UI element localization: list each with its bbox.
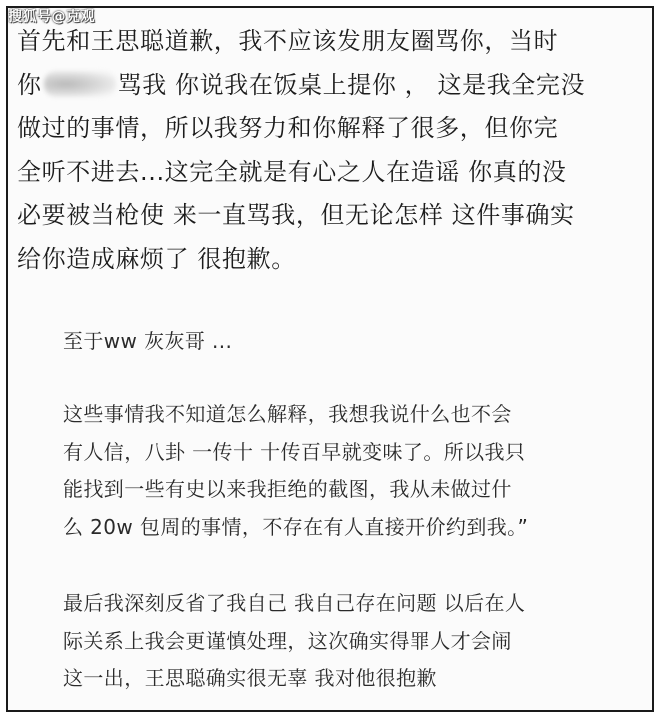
quote-line: 至于ww 灰灰哥 ... — [63, 329, 233, 353]
quote-line: 么 20w 包周的事情，不存在有人直接开价约到我。” — [63, 514, 529, 539]
post-line — [17, 64, 639, 108]
quote-line: 际关系上我会更谨慎处理，这次确实得罪人才会闹 — [63, 628, 512, 653]
post-line-start: 你 — [17, 70, 42, 99]
blurred-name — [44, 71, 116, 97]
quote-paragraph-2 — [63, 396, 643, 546]
quote-paragraph-1 — [63, 323, 643, 361]
post-line: 做过的事情，所以我努力和你解释了很多，但你完 — [17, 114, 559, 142]
post-text — [17, 20, 639, 281]
quote-line: 有人信，八卦 一传十 十传百早就变味了。所以我只 — [63, 439, 526, 464]
quote-line: 这些事情我不知道怎么解释，我想我说什么也不会 — [63, 402, 512, 426]
post-line: 全听不进去...这完全就是有心之人在造谣 你真的没 — [17, 157, 567, 186]
quote-line: 能找到一些有史以来我拒绝的截图，我从未做过什 — [63, 477, 512, 501]
post-line: 首先和王思聪道歉，我不应该发朋友圈骂你，当时 — [17, 27, 559, 55]
quote-line: 这一出，王思聪确实很无辜 我对他很抱歉 — [63, 666, 437, 690]
quote-paragraph-3 — [63, 585, 643, 698]
watermark: 搜狐号@克观 — [8, 9, 95, 25]
post-line-end: 骂我 你说我在饭桌上提你 ， 这是我全完没 — [117, 70, 586, 99]
quote-line: 最后我深刻反省了我自己 我自己存在问题 以后在人 — [63, 591, 526, 615]
post-line: 必要被当枪使 来一直骂我，但无论怎样 这件事确实 — [17, 201, 575, 229]
post-line: 给你造成麻烦了 很抱歉。 — [17, 244, 296, 273]
